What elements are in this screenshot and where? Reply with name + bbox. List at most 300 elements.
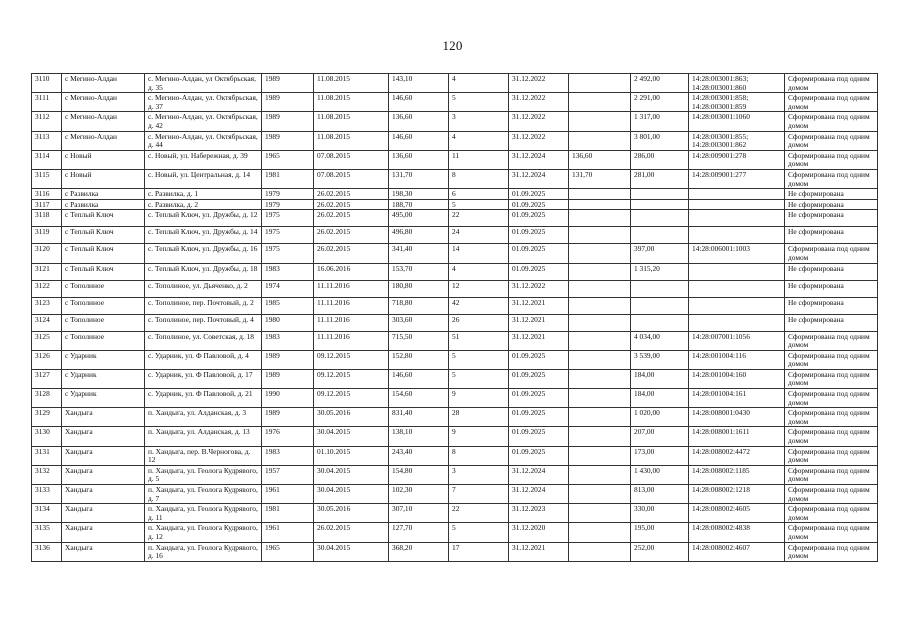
- land-area-cell: 207,00: [631, 427, 689, 446]
- address-cell: с. Развилка, д. 1: [145, 189, 262, 200]
- status-cell: Сформирована под одним домом: [785, 169, 878, 188]
- extra-area-cell: [569, 350, 631, 369]
- table-row: [32, 74, 878, 93]
- residents-cell: 4: [449, 74, 509, 93]
- recognition-date-cell: 30.04.2015: [314, 465, 389, 484]
- residents-cell: 22: [449, 504, 509, 523]
- extra-area-cell: [569, 523, 631, 542]
- housing-registry-table: [31, 73, 878, 562]
- cadastral-number-cell: [689, 314, 785, 331]
- planned-date-cell: 31.12.2022: [509, 74, 569, 93]
- area-cell: 152,80: [389, 350, 449, 369]
- cadastral-number-cell: [689, 199, 785, 210]
- locality-cell: с Тополиное: [62, 280, 145, 297]
- residents-cell: 42: [449, 297, 509, 314]
- recognition-date-cell: 09.12.2015: [314, 369, 389, 388]
- cadastral-number-cell: [689, 189, 785, 200]
- extra-area-cell: [569, 263, 631, 280]
- locality-cell: с Тополиное: [62, 297, 145, 314]
- extra-area-cell: [569, 227, 631, 244]
- address-cell: п. Хандыга, ул. Геолога Кудрявого, д. 7: [145, 485, 262, 504]
- table-row: [32, 150, 878, 169]
- locality-cell: с Новый: [62, 150, 145, 169]
- address-cell: п. Хандыга, пер. В.Черногова, д. 12: [145, 446, 262, 465]
- planned-date-cell: 01.09.2025: [509, 389, 569, 408]
- locality-cell: с Мегино-Алдан: [62, 74, 145, 93]
- area-cell: 146,60: [389, 369, 449, 388]
- table-body: [32, 74, 878, 562]
- recognition-date-cell: 11.08.2015: [314, 112, 389, 131]
- area-cell: 154,60: [389, 389, 449, 408]
- locality-cell: с Теплый Ключ: [62, 263, 145, 280]
- table-row: [32, 485, 878, 504]
- row-number-cell: 3121: [32, 263, 62, 280]
- extra-area-cell: [569, 199, 631, 210]
- area-cell: 138,10: [389, 427, 449, 446]
- build-year-cell: 1974: [262, 280, 314, 297]
- extra-area-cell: [569, 446, 631, 465]
- planned-date-cell: 01.09.2025: [509, 199, 569, 210]
- locality-cell: с Мегино-Алдан: [62, 112, 145, 131]
- cadastral-number-cell: 14:28:008002:4472: [689, 446, 785, 465]
- row-number-cell: 3111: [32, 93, 62, 112]
- status-cell: Не сформирована: [785, 297, 878, 314]
- extra-area-cell: [569, 389, 631, 408]
- land-area-cell: [631, 314, 689, 331]
- residents-cell: 22: [449, 210, 509, 227]
- area-cell: 146,60: [389, 93, 449, 112]
- land-area-cell: 252,00: [631, 542, 689, 561]
- recognition-date-cell: 01.10.2015: [314, 446, 389, 465]
- address-cell: с. Ударник, ул. Ф Павловой, д. 4: [145, 350, 262, 369]
- locality-cell: с Теплый Ключ: [62, 244, 145, 263]
- build-year-cell: 1981: [262, 169, 314, 188]
- table-row: [32, 263, 878, 280]
- extra-area-cell: [569, 427, 631, 446]
- locality-cell: Хандыга: [62, 485, 145, 504]
- locality-cell: с Тополиное: [62, 314, 145, 331]
- residents-cell: 3: [449, 465, 509, 484]
- area-cell: 715,50: [389, 331, 449, 350]
- locality-cell: Хандыга: [62, 427, 145, 446]
- table-row: [32, 350, 878, 369]
- status-cell: Сформирована под одним домом: [785, 504, 878, 523]
- page-number: 120: [442, 38, 463, 53]
- residents-cell: 5: [449, 93, 509, 112]
- land-area-cell: [631, 189, 689, 200]
- address-cell: с. Мегино-Алдан, ул Октябрьская, д. 35: [145, 74, 262, 93]
- cadastral-number-cell: 14:28:001004:161: [689, 389, 785, 408]
- cadastral-number-cell: 14:28:007001:1056: [689, 331, 785, 350]
- address-cell: с. Тополиное, ул. Дьяченко, д. 2: [145, 280, 262, 297]
- recognition-date-cell: 11.08.2015: [314, 93, 389, 112]
- recognition-date-cell: 11.11.2016: [314, 314, 389, 331]
- land-area-cell: 286,00: [631, 150, 689, 169]
- extra-area-cell: 131,70: [569, 169, 631, 188]
- land-area-cell: 4 034,00: [631, 331, 689, 350]
- cadastral-number-cell: [689, 297, 785, 314]
- table-row: [32, 446, 878, 465]
- table-row: [32, 131, 878, 150]
- residents-cell: 9: [449, 427, 509, 446]
- table-row: [32, 112, 878, 131]
- build-year-cell: 1975: [262, 244, 314, 263]
- area-cell: 831,40: [389, 408, 449, 427]
- row-number-cell: 3122: [32, 280, 62, 297]
- extra-area-cell: [569, 504, 631, 523]
- build-year-cell: 1979: [262, 189, 314, 200]
- build-year-cell: 1983: [262, 446, 314, 465]
- planned-date-cell: 31.12.2022: [509, 112, 569, 131]
- residents-cell: 17: [449, 542, 509, 561]
- recognition-date-cell: 09.12.2015: [314, 389, 389, 408]
- build-year-cell: 1975: [262, 227, 314, 244]
- extra-area-cell: [569, 297, 631, 314]
- area-cell: 136,60: [389, 112, 449, 131]
- locality-cell: Хандыга: [62, 465, 145, 484]
- planned-date-cell: 31.12.2024: [509, 150, 569, 169]
- area-cell: 154,80: [389, 465, 449, 484]
- area-cell: 243,40: [389, 446, 449, 465]
- build-year-cell: 1989: [262, 131, 314, 150]
- planned-date-cell: 31.12.2024: [509, 485, 569, 504]
- land-area-cell: [631, 210, 689, 227]
- extra-area-cell: [569, 74, 631, 93]
- locality-cell: с Ударник: [62, 389, 145, 408]
- build-year-cell: 1975: [262, 210, 314, 227]
- area-cell: 188,70: [389, 199, 449, 210]
- address-cell: п. Хандыга, ул. Геолога Кудрявого, д. 12: [145, 523, 262, 542]
- address-cell: п. Хандыга, ул. Геолога Кудрявого, д. 5: [145, 465, 262, 484]
- planned-date-cell: 01.09.2025: [509, 350, 569, 369]
- address-cell: с. Мегино-Алдан, ул. Октябрьская, д. 44: [145, 131, 262, 150]
- build-year-cell: 1983: [262, 263, 314, 280]
- address-cell: п. Хандыга, ул. Алданская, д. 3: [145, 408, 262, 427]
- area-cell: 136,60: [389, 150, 449, 169]
- build-year-cell: 1983: [262, 331, 314, 350]
- locality-cell: Хандыга: [62, 542, 145, 561]
- planned-date-cell: 31.12.2020: [509, 523, 569, 542]
- land-area-cell: 184,00: [631, 369, 689, 388]
- table-row: [32, 331, 878, 350]
- status-cell: Сформирована под одним домом: [785, 465, 878, 484]
- land-area-cell: 1 020,00: [631, 408, 689, 427]
- table-row: [32, 93, 878, 112]
- cadastral-number-cell: 14:28:008002:4605: [689, 504, 785, 523]
- area-cell: 153,70: [389, 263, 449, 280]
- land-area-cell: 3 539,00: [631, 350, 689, 369]
- table-row: [32, 314, 878, 331]
- build-year-cell: 1981: [262, 504, 314, 523]
- row-number-cell: 3115: [32, 169, 62, 188]
- row-number-cell: 3124: [32, 314, 62, 331]
- build-year-cell: 1989: [262, 350, 314, 369]
- row-number-cell: 3117: [32, 199, 62, 210]
- locality-cell: с Ударник: [62, 350, 145, 369]
- row-number-cell: 3135: [32, 523, 62, 542]
- build-year-cell: 1989: [262, 112, 314, 131]
- table-row: [32, 227, 878, 244]
- row-number-cell: 3114: [32, 150, 62, 169]
- residents-cell: 3: [449, 112, 509, 131]
- residents-cell: 26: [449, 314, 509, 331]
- land-area-cell: 330,00: [631, 504, 689, 523]
- status-cell: Не сформирована: [785, 210, 878, 227]
- planned-date-cell: 01.09.2025: [509, 189, 569, 200]
- build-year-cell: 1989: [262, 369, 314, 388]
- recognition-date-cell: 26.02.2015: [314, 523, 389, 542]
- build-year-cell: 1961: [262, 485, 314, 504]
- residents-cell: 24: [449, 227, 509, 244]
- residents-cell: 5: [449, 523, 509, 542]
- extra-area-cell: [569, 189, 631, 200]
- planned-date-cell: 31.12.2021: [509, 297, 569, 314]
- planned-date-cell: 01.09.2025: [509, 263, 569, 280]
- residents-cell: 11: [449, 150, 509, 169]
- recognition-date-cell: 07.08.2015: [314, 150, 389, 169]
- extra-area-cell: [569, 210, 631, 227]
- recognition-date-cell: 30.04.2015: [314, 427, 389, 446]
- residents-cell: 5: [449, 199, 509, 210]
- cadastral-number-cell: 14:28:008002:4607: [689, 542, 785, 561]
- area-cell: 146,60: [389, 131, 449, 150]
- residents-cell: 28: [449, 408, 509, 427]
- status-cell: Сформирована под одним домом: [785, 350, 878, 369]
- land-area-cell: 195,00: [631, 523, 689, 542]
- status-cell: Не сформирована: [785, 189, 878, 200]
- cadastral-number-cell: [689, 280, 785, 297]
- area-cell: 341,40: [389, 244, 449, 263]
- recognition-date-cell: 16.06.2016: [314, 263, 389, 280]
- recognition-date-cell: 30.04.2015: [314, 542, 389, 561]
- row-number-cell: 3134: [32, 504, 62, 523]
- recognition-date-cell: 11.11.2016: [314, 331, 389, 350]
- row-number-cell: 3129: [32, 408, 62, 427]
- land-area-cell: 1 430,00: [631, 465, 689, 484]
- locality-cell: с Ударник: [62, 369, 145, 388]
- table-row: [32, 465, 878, 484]
- address-cell: с. Ударник, ул. Ф Павловой, д. 17: [145, 369, 262, 388]
- extra-area-cell: [569, 331, 631, 350]
- locality-cell: с Мегино-Алдан: [62, 131, 145, 150]
- extra-area-cell: [569, 112, 631, 131]
- address-cell: с. Новый, ул. Набережная, д. 39: [145, 150, 262, 169]
- extra-area-cell: 136,60: [569, 150, 631, 169]
- address-cell: с. Мегино-Алдан, ул. Октябрьская, д. 37: [145, 93, 262, 112]
- row-number-cell: 3126: [32, 350, 62, 369]
- build-year-cell: 1979: [262, 199, 314, 210]
- extra-area-cell: [569, 314, 631, 331]
- status-cell: Не сформирована: [785, 199, 878, 210]
- residents-cell: 14: [449, 244, 509, 263]
- cadastral-number-cell: [689, 227, 785, 244]
- extra-area-cell: [569, 369, 631, 388]
- cadastral-number-cell: 14:28:003001:863; 14:28:003001:860: [689, 74, 785, 93]
- address-cell: с. Ударник, ул. Ф Павловой, д. 21: [145, 389, 262, 408]
- status-cell: Сформирована под одним домом: [785, 485, 878, 504]
- locality-cell: с Тополиное: [62, 331, 145, 350]
- recognition-date-cell: 26.02.2015: [314, 244, 389, 263]
- table-row: [32, 408, 878, 427]
- land-area-cell: [631, 280, 689, 297]
- locality-cell: Хандыга: [62, 504, 145, 523]
- build-year-cell: 1989: [262, 93, 314, 112]
- planned-date-cell: 01.09.2025: [509, 408, 569, 427]
- land-area-cell: 3 801,00: [631, 131, 689, 150]
- cadastral-number-cell: 14:28:003001:1060: [689, 112, 785, 131]
- extra-area-cell: [569, 280, 631, 297]
- planned-date-cell: 01.09.2025: [509, 369, 569, 388]
- recognition-date-cell: 11.11.2016: [314, 280, 389, 297]
- recognition-date-cell: 30.04.2015: [314, 485, 389, 504]
- planned-date-cell: 31.12.2022: [509, 280, 569, 297]
- extra-area-cell: [569, 465, 631, 484]
- residents-cell: 12: [449, 280, 509, 297]
- planned-date-cell: 31.12.2022: [509, 93, 569, 112]
- area-cell: 718,80: [389, 297, 449, 314]
- row-number-cell: 3123: [32, 297, 62, 314]
- residents-cell: 5: [449, 369, 509, 388]
- extra-area-cell: [569, 131, 631, 150]
- residents-cell: 4: [449, 263, 509, 280]
- cadastral-number-cell: 14:28:001004:116: [689, 350, 785, 369]
- recognition-date-cell: 26.02.2015: [314, 227, 389, 244]
- row-number-cell: 3136: [32, 542, 62, 561]
- recognition-date-cell: 07.08.2015: [314, 169, 389, 188]
- land-area-cell: 1 315,20: [631, 263, 689, 280]
- status-cell: Не сформирована: [785, 314, 878, 331]
- extra-area-cell: [569, 485, 631, 504]
- cadastral-number-cell: 14:28:008001:0430: [689, 408, 785, 427]
- locality-cell: Хандыга: [62, 408, 145, 427]
- row-number-cell: 3119: [32, 227, 62, 244]
- build-year-cell: 1965: [262, 150, 314, 169]
- status-cell: Не сформирована: [785, 227, 878, 244]
- build-year-cell: 1957: [262, 465, 314, 484]
- locality-cell: с Теплый Ключ: [62, 227, 145, 244]
- cadastral-number-cell: 14:28:008002:1185: [689, 465, 785, 484]
- residents-cell: 4: [449, 131, 509, 150]
- locality-cell: с Развилка: [62, 189, 145, 200]
- planned-date-cell: 31.12.2021: [509, 542, 569, 561]
- recognition-date-cell: 30.05.2016: [314, 408, 389, 427]
- address-cell: с. Теплый Ключ, ул. Дружбы, д. 14: [145, 227, 262, 244]
- cadastral-number-cell: [689, 263, 785, 280]
- planned-date-cell: 01.09.2025: [509, 446, 569, 465]
- status-cell: Не сформирована: [785, 280, 878, 297]
- land-area-cell: [631, 227, 689, 244]
- status-cell: Сформирована под одним домом: [785, 446, 878, 465]
- locality-cell: Хандыга: [62, 523, 145, 542]
- row-number-cell: 3125: [32, 331, 62, 350]
- table-row: [32, 210, 878, 227]
- status-cell: Сформирована под одним домом: [785, 93, 878, 112]
- land-area-cell: 397,00: [631, 244, 689, 263]
- status-cell: Сформирована под одним домом: [785, 542, 878, 561]
- residents-cell: 8: [449, 169, 509, 188]
- row-number-cell: 3113: [32, 131, 62, 150]
- status-cell: Сформирована под одним домом: [785, 112, 878, 131]
- recognition-date-cell: 26.02.2015: [314, 189, 389, 200]
- recognition-date-cell: 11.08.2015: [314, 131, 389, 150]
- row-number-cell: 3130: [32, 427, 62, 446]
- recognition-date-cell: 09.12.2015: [314, 350, 389, 369]
- status-cell: Сформирована под одним домом: [785, 389, 878, 408]
- land-area-cell: [631, 297, 689, 314]
- locality-cell: с Теплый Ключ: [62, 210, 145, 227]
- recognition-date-cell: 11.08.2015: [314, 74, 389, 93]
- build-year-cell: 1989: [262, 74, 314, 93]
- status-cell: Сформирована под одним домом: [785, 331, 878, 350]
- locality-cell: с Новый: [62, 169, 145, 188]
- cadastral-number-cell: 14:28:009001:277: [689, 169, 785, 188]
- area-cell: 496,80: [389, 227, 449, 244]
- cadastral-number-cell: 14:28:003001:858; 14:28:003001:859: [689, 93, 785, 112]
- locality-cell: Хандыга: [62, 446, 145, 465]
- area-cell: 495,00: [389, 210, 449, 227]
- address-cell: с. Теплый Ключ, ул. Дружбы, д. 18: [145, 263, 262, 280]
- extra-area-cell: [569, 542, 631, 561]
- build-year-cell: 1965: [262, 542, 314, 561]
- planned-date-cell: 01.09.2025: [509, 210, 569, 227]
- residents-cell: 51: [449, 331, 509, 350]
- table-row: [32, 244, 878, 263]
- table-row: [32, 369, 878, 388]
- area-cell: 127,70: [389, 523, 449, 542]
- area-cell: 368,20: [389, 542, 449, 561]
- planned-date-cell: 31.12.2021: [509, 314, 569, 331]
- address-cell: с. Новый, ул. Центральная, д. 14: [145, 169, 262, 188]
- status-cell: Сформирована под одним домом: [785, 523, 878, 542]
- planned-date-cell: 01.09.2025: [509, 227, 569, 244]
- cadastral-number-cell: 14:28:001004:160: [689, 369, 785, 388]
- cadastral-number-cell: 14:28:003001:855; 14:28:003001:862: [689, 131, 785, 150]
- build-year-cell: 1976: [262, 427, 314, 446]
- locality-cell: с Мегино-Алдан: [62, 93, 145, 112]
- address-cell: с. Теплый Ключ, ул. Дружбы, д. 12: [145, 210, 262, 227]
- recognition-date-cell: 30.05.2016: [314, 504, 389, 523]
- planned-date-cell: 31.12.2021: [509, 331, 569, 350]
- area-cell: 307,10: [389, 504, 449, 523]
- planned-date-cell: 31.12.2022: [509, 131, 569, 150]
- land-area-cell: 281,00: [631, 169, 689, 188]
- area-cell: 303,60: [389, 314, 449, 331]
- residents-cell: 8: [449, 446, 509, 465]
- status-cell: Сформирована под одним домом: [785, 244, 878, 263]
- row-number-cell: 3132: [32, 465, 62, 484]
- row-number-cell: 3112: [32, 112, 62, 131]
- table-row: [32, 542, 878, 561]
- row-number-cell: 3120: [32, 244, 62, 263]
- recognition-date-cell: 11.11.2016: [314, 297, 389, 314]
- extra-area-cell: [569, 408, 631, 427]
- row-number-cell: 3116: [32, 189, 62, 200]
- land-area-cell: [631, 199, 689, 210]
- address-cell: с. Тополиное, ул. Советская, д. 18: [145, 331, 262, 350]
- cadastral-number-cell: [689, 210, 785, 227]
- row-number-cell: 3133: [32, 485, 62, 504]
- row-number-cell: 3131: [32, 446, 62, 465]
- status-cell: Сформирована под одним домом: [785, 427, 878, 446]
- row-number-cell: 3118: [32, 210, 62, 227]
- extra-area-cell: [569, 244, 631, 263]
- status-cell: Сформирована под одним домом: [785, 131, 878, 150]
- cadastral-number-cell: 14:28:008002:4838: [689, 523, 785, 542]
- residents-cell: 6: [449, 189, 509, 200]
- residents-cell: 5: [449, 350, 509, 369]
- table-row: [32, 169, 878, 188]
- cadastral-number-cell: 14:28:006001:1003: [689, 244, 785, 263]
